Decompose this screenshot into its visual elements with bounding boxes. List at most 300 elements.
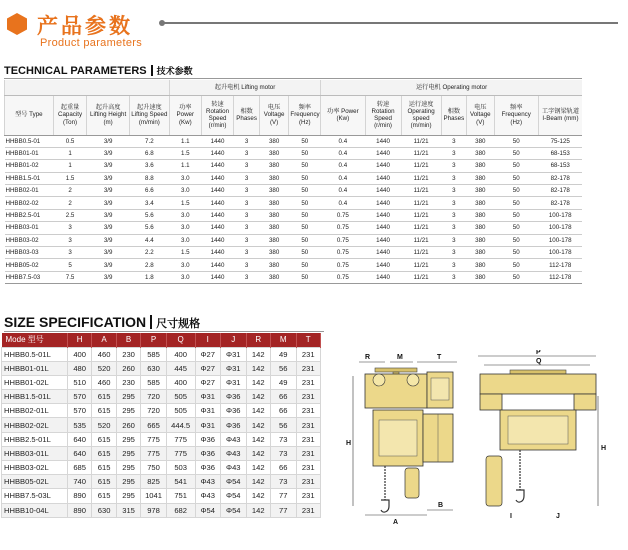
size-cell: 231 xyxy=(296,404,321,418)
size-cell: Φ43 xyxy=(195,475,221,489)
label-h-left: H xyxy=(346,440,352,447)
size-cell: Φ31 xyxy=(195,404,221,418)
technical-cell: 380 xyxy=(467,222,494,234)
technical-cell: 1.5 xyxy=(169,147,201,159)
technical-cell: 3/9 xyxy=(87,185,129,197)
size-cell: 570 xyxy=(67,390,91,404)
technical-cell: 380 xyxy=(467,172,494,184)
size-cell: 890 xyxy=(67,489,91,503)
size-row xyxy=(2,418,321,432)
technical-cell: 3/9 xyxy=(87,135,129,147)
size-cell: 630 xyxy=(141,361,167,375)
technical-cell: 50 xyxy=(494,247,538,259)
technical-cell: 3 xyxy=(441,222,466,234)
technical-cell: 1440 xyxy=(201,160,234,172)
technical-cell: 1440 xyxy=(201,247,234,259)
technical-col-header: 起重量 Capacity (Ton) xyxy=(53,95,87,135)
technical-cell: 5.6 xyxy=(129,209,169,221)
technical-cell: 3 xyxy=(441,259,466,271)
technical-cell: 1440 xyxy=(201,259,234,271)
size-cell: 231 xyxy=(296,432,321,446)
size-cell: Φ43 xyxy=(221,446,247,460)
size-cell: 460 xyxy=(92,375,116,389)
label-i: I xyxy=(510,513,512,520)
size-row xyxy=(2,461,321,475)
technical-row xyxy=(5,222,583,234)
technical-cell: 1440 xyxy=(365,197,401,209)
technical-cell: 1 xyxy=(53,160,87,172)
technical-cell: 3/9 xyxy=(87,222,129,234)
size-cell: 77 xyxy=(270,489,296,503)
technical-cell: 11/21 xyxy=(401,135,441,147)
technical-cell: 3 xyxy=(234,209,259,221)
header-divider xyxy=(163,22,618,24)
technical-cell: 3 xyxy=(441,185,466,197)
technical-model-cell: HHBB02-01 xyxy=(5,185,54,197)
size-cell: 142 xyxy=(246,375,270,389)
label-h-right: H xyxy=(601,445,607,452)
size-cell: Φ54 xyxy=(195,503,221,517)
size-cell: Φ54 xyxy=(221,489,247,503)
technical-cell: 0.75 xyxy=(321,209,365,221)
size-cell: 49 xyxy=(270,375,296,389)
technical-model-cell: HHBB03-02 xyxy=(5,234,54,246)
size-cell: 615 xyxy=(92,461,116,475)
size-cell: 142 xyxy=(246,361,270,375)
technical-col-header: 电压 Voltage (V) xyxy=(467,95,494,135)
technical-rule xyxy=(4,78,582,79)
size-row xyxy=(2,446,321,460)
size-cell: 142 xyxy=(246,461,270,475)
group-blank xyxy=(5,80,170,95)
technical-cell: 380 xyxy=(467,197,494,209)
size-cell: 585 xyxy=(141,347,167,361)
size-row xyxy=(2,489,321,503)
technical-cell: 1440 xyxy=(201,147,234,159)
size-cell: 77 xyxy=(270,503,296,517)
size-cell: 444.5 xyxy=(166,418,195,432)
technical-cell: 3.0 xyxy=(169,234,201,246)
technical-cell: 3 xyxy=(441,271,466,283)
technical-cell: 82-178 xyxy=(538,172,582,184)
size-cell: 400 xyxy=(67,347,91,361)
technical-cell: 50 xyxy=(494,234,538,246)
technical-cell: 380 xyxy=(259,197,289,209)
technical-cell: 3 xyxy=(234,185,259,197)
size-cell: 231 xyxy=(296,489,321,503)
size-model-cell: HHBB1.5-01L xyxy=(2,390,68,404)
size-cell: 682 xyxy=(166,503,195,517)
size-cell: 295 xyxy=(116,446,140,460)
technical-cell: 0.4 xyxy=(321,197,365,209)
technical-cell: 50 xyxy=(494,197,538,209)
technical-cell: 50 xyxy=(289,209,321,221)
technical-cell: 3 xyxy=(234,271,259,283)
technical-cell: 68-153 xyxy=(538,147,582,159)
size-cell: 56 xyxy=(270,418,296,432)
technical-cell: 3/9 xyxy=(87,259,129,271)
label-j: J xyxy=(556,513,560,520)
size-cell: 400 xyxy=(166,375,195,389)
size-col-header: P xyxy=(141,333,167,347)
technical-cell: 82-178 xyxy=(538,185,582,197)
size-model-cell: HHBB2.5-01L xyxy=(2,432,68,446)
technical-row xyxy=(5,197,583,209)
technical-col-header: 相数 Phases xyxy=(441,95,466,135)
hexagon-icon xyxy=(7,13,27,35)
technical-cell: 3.0 xyxy=(169,172,201,184)
technical-cell: 380 xyxy=(259,185,289,197)
technical-cell: 0.4 xyxy=(321,172,365,184)
technical-col-header: 频率 Frequency (Hz) xyxy=(494,95,538,135)
technical-cell: 11/21 xyxy=(401,259,441,271)
size-cell: 400 xyxy=(166,347,195,361)
size-cell: Φ36 xyxy=(221,404,247,418)
size-row xyxy=(2,347,321,361)
size-cell: 66 xyxy=(270,404,296,418)
size-cell: 260 xyxy=(116,418,140,432)
size-col-header: T xyxy=(296,333,321,347)
technical-cell: 3 xyxy=(234,222,259,234)
size-model-cell: HHBB01-01L xyxy=(2,361,68,375)
technical-cell: 112-178 xyxy=(538,271,582,283)
size-row xyxy=(2,404,321,418)
size-cell: 230 xyxy=(116,347,140,361)
technical-cell: 2 xyxy=(53,185,87,197)
technical-cell: 1440 xyxy=(365,271,401,283)
technical-cell: 50 xyxy=(494,135,538,147)
technical-cell: 3 xyxy=(234,259,259,271)
technical-cell: 380 xyxy=(259,135,289,147)
size-cell: 231 xyxy=(296,418,321,432)
technical-model-cell: HHBB01-01 xyxy=(5,147,54,159)
group-lifting-motor: 起升电机 Lifting motor xyxy=(169,80,320,95)
technical-cell: 11/21 xyxy=(401,172,441,184)
technical-cell: 50 xyxy=(289,147,321,159)
technical-row xyxy=(5,247,583,259)
size-cell: 480 xyxy=(67,361,91,375)
technical-model-cell: HHBB01-02 xyxy=(5,160,54,172)
size-row xyxy=(2,375,321,389)
size-cell: 49 xyxy=(270,347,296,361)
size-cell: Φ31 xyxy=(221,375,247,389)
technical-model-cell: HHBB0.5-01 xyxy=(5,135,54,147)
technical-cell: 5 xyxy=(53,259,87,271)
technical-row xyxy=(5,209,583,221)
technical-cell: 380 xyxy=(467,135,494,147)
technical-cell: 82-178 xyxy=(538,197,582,209)
size-cell: 541 xyxy=(166,475,195,489)
size-model-cell: HHBB02-02L xyxy=(2,418,68,432)
technical-cell: 1.8 xyxy=(129,271,169,283)
size-cell: Φ36 xyxy=(195,432,221,446)
technical-cell: 1.5 xyxy=(169,197,201,209)
technical-table xyxy=(4,80,582,284)
technical-cell: 380 xyxy=(467,209,494,221)
technical-cell: 3.0 xyxy=(169,185,201,197)
technical-cell: 50 xyxy=(289,247,321,259)
size-cell: 1041 xyxy=(141,489,167,503)
page-subtitle: Product parameters xyxy=(40,37,142,49)
technical-cell: 1440 xyxy=(365,222,401,234)
technical-cell: 3/9 xyxy=(87,147,129,159)
label-t: T xyxy=(437,354,442,361)
size-cell: Φ36 xyxy=(195,461,221,475)
size-cell: 142 xyxy=(246,489,270,503)
technical-cell: 1.1 xyxy=(169,160,201,172)
technical-cell: 11/21 xyxy=(401,271,441,283)
size-model-cell: HHBB03-02L xyxy=(2,461,68,475)
size-cell: 231 xyxy=(296,446,321,460)
technical-cell: 6.8 xyxy=(129,147,169,159)
hoist-front-view-drawing xyxy=(470,350,610,530)
size-cell: 775 xyxy=(166,446,195,460)
technical-cell: 380 xyxy=(259,172,289,184)
technical-cell: 3 xyxy=(234,147,259,159)
technical-cell: 1440 xyxy=(201,197,234,209)
technical-cell: 3 xyxy=(234,135,259,147)
label-q: Q xyxy=(536,358,542,365)
technical-cell: 380 xyxy=(259,147,289,159)
size-col-header: J xyxy=(221,333,247,347)
technical-cell: 1.5 xyxy=(169,247,201,259)
technical-cell: 1440 xyxy=(201,271,234,283)
size-cell: 503 xyxy=(166,461,195,475)
size-cell: Φ27 xyxy=(195,347,221,361)
size-cell: 520 xyxy=(92,418,116,432)
size-cell: 751 xyxy=(166,489,195,503)
technical-cell: 6.6 xyxy=(129,185,169,197)
technical-row xyxy=(5,160,583,172)
technical-cell: 50 xyxy=(494,259,538,271)
group-operating-motor: 运行电机 Operating motor xyxy=(321,80,582,95)
size-row xyxy=(2,390,321,404)
technical-cell: 0.5 xyxy=(53,135,87,147)
size-rule xyxy=(4,331,324,332)
technical-cell: 380 xyxy=(259,247,289,259)
technical-heading-en: TECHNICAL PARAMETERS xyxy=(4,65,147,77)
size-cell: 142 xyxy=(246,347,270,361)
technical-row xyxy=(5,147,583,159)
technical-header-row xyxy=(5,95,583,135)
technical-cell: 3.0 xyxy=(169,259,201,271)
technical-cell: 3 xyxy=(441,135,466,147)
size-cell: 750 xyxy=(141,461,167,475)
size-cell: 535 xyxy=(67,418,91,432)
technical-cell: 1440 xyxy=(365,247,401,259)
size-cell: 73 xyxy=(270,475,296,489)
technical-col-header: 功率 Power (Kw) xyxy=(169,95,201,135)
size-cell: 142 xyxy=(246,418,270,432)
technical-cell: 7.5 xyxy=(53,271,87,283)
technical-cell: 0.4 xyxy=(321,135,365,147)
technical-col-header: 起升高度 Lifting Height (m) xyxy=(87,95,129,135)
technical-heading xyxy=(4,64,193,77)
technical-model-cell: HHBB03-03 xyxy=(5,247,54,259)
size-cell: 230 xyxy=(116,375,140,389)
technical-cell: 100-178 xyxy=(538,247,582,259)
size-model-cell: HHBB05-02L xyxy=(2,475,68,489)
technical-cell: 4.4 xyxy=(129,234,169,246)
technical-cell: 50 xyxy=(494,160,538,172)
technical-cell: 50 xyxy=(494,172,538,184)
technical-cell: 11/21 xyxy=(401,185,441,197)
technical-cell: 3 xyxy=(53,222,87,234)
label-p: P xyxy=(536,350,541,356)
technical-cell: 50 xyxy=(289,222,321,234)
technical-cell: 11/21 xyxy=(401,222,441,234)
technical-cell: 50 xyxy=(494,185,538,197)
technical-group-row xyxy=(5,80,583,95)
technical-cell: 1440 xyxy=(365,234,401,246)
technical-cell: 50 xyxy=(289,135,321,147)
technical-cell: 1440 xyxy=(365,209,401,221)
technical-cell: 3/9 xyxy=(87,197,129,209)
size-cell: 295 xyxy=(116,404,140,418)
size-cell: 142 xyxy=(246,446,270,460)
size-model-cell: HHBB10-04L xyxy=(2,503,68,517)
size-cell: 978 xyxy=(141,503,167,517)
technical-cell: 3/9 xyxy=(87,209,129,221)
size-cell: 142 xyxy=(246,432,270,446)
technical-cell: 3/9 xyxy=(87,160,129,172)
size-heading-en: SIZE SPECIFICATION xyxy=(4,314,147,330)
technical-body xyxy=(5,135,583,284)
size-cell: 66 xyxy=(270,390,296,404)
technical-row xyxy=(5,234,583,246)
technical-row xyxy=(5,185,583,197)
size-row xyxy=(2,475,321,489)
size-cell: 775 xyxy=(141,446,167,460)
page-header xyxy=(0,4,628,54)
size-col-header: A xyxy=(92,333,116,347)
size-cell: Φ36 xyxy=(221,390,247,404)
technical-cell: 3 xyxy=(441,209,466,221)
size-cell: 142 xyxy=(246,390,270,404)
technical-cell: 75-125 xyxy=(538,135,582,147)
size-cell: Φ31 xyxy=(195,390,221,404)
size-cell: 615 xyxy=(92,432,116,446)
technical-cell: 3 xyxy=(234,234,259,246)
technical-cell: 1440 xyxy=(365,135,401,147)
size-cell: 510 xyxy=(67,375,91,389)
technical-cell: 50 xyxy=(494,147,538,159)
technical-cell: 380 xyxy=(259,234,289,246)
size-cell: 231 xyxy=(296,475,321,489)
size-cell: Φ36 xyxy=(221,418,247,432)
technical-cell: 380 xyxy=(259,160,289,172)
technical-cell: 3 xyxy=(441,160,466,172)
size-cell: 615 xyxy=(92,446,116,460)
size-cell: 445 xyxy=(166,361,195,375)
size-model-cell: HHBB03-01L xyxy=(2,446,68,460)
technical-cell: 11/21 xyxy=(401,147,441,159)
size-cell: 640 xyxy=(67,432,91,446)
technical-cell: 0.4 xyxy=(321,160,365,172)
size-cell: 315 xyxy=(116,503,140,517)
technical-cell: 1.1 xyxy=(169,135,201,147)
technical-cell: 11/21 xyxy=(401,209,441,221)
technical-heading-cn: 技术参数 xyxy=(156,66,193,76)
technical-cell: 380 xyxy=(467,160,494,172)
technical-cell: 3 xyxy=(441,197,466,209)
technical-cell: 100-178 xyxy=(538,222,582,234)
size-cell: 56 xyxy=(270,361,296,375)
technical-col-header: 相数 Phases xyxy=(234,95,259,135)
technical-col-header: 运行速度 Operating speed (m/min) xyxy=(401,95,441,135)
technical-cell: 3 xyxy=(53,234,87,246)
technical-cell: 1440 xyxy=(201,209,234,221)
technical-cell: 112-178 xyxy=(538,259,582,271)
size-cell: 73 xyxy=(270,446,296,460)
size-cell: 720 xyxy=(141,390,167,404)
technical-cell: 50 xyxy=(289,259,321,271)
technical-cell: 3 xyxy=(441,234,466,246)
size-cell: Φ54 xyxy=(221,503,247,517)
technical-cell: 3 xyxy=(53,247,87,259)
size-cell: 615 xyxy=(92,489,116,503)
size-cell: 520 xyxy=(92,361,116,375)
technical-col-header: 功率 Power (Kw) xyxy=(321,95,365,135)
size-col-header: Q xyxy=(166,333,195,347)
technical-cell: 100-178 xyxy=(538,209,582,221)
size-cell: 615 xyxy=(92,475,116,489)
size-cell: Φ31 xyxy=(221,361,247,375)
heading-separator xyxy=(151,65,153,76)
technical-cell: 2 xyxy=(53,197,87,209)
technical-cell: 1440 xyxy=(201,234,234,246)
size-cell: 142 xyxy=(246,404,270,418)
size-col-header: M xyxy=(270,333,296,347)
technical-cell: 3.6 xyxy=(129,160,169,172)
technical-cell: 50 xyxy=(289,271,321,283)
technical-cell: 68-153 xyxy=(538,160,582,172)
size-header-row xyxy=(2,333,321,347)
size-col-header: I xyxy=(195,333,221,347)
size-cell: 231 xyxy=(296,503,321,517)
technical-cell: 380 xyxy=(467,271,494,283)
size-cell: 295 xyxy=(116,489,140,503)
hoist-side-view-drawing xyxy=(345,350,470,530)
size-col-header: B xyxy=(116,333,140,347)
technical-cell: 1440 xyxy=(365,259,401,271)
size-cell: 231 xyxy=(296,347,321,361)
technical-cell: 2.5 xyxy=(53,209,87,221)
label-a: A xyxy=(393,519,399,526)
size-cell: Φ54 xyxy=(221,475,247,489)
size-cell: 720 xyxy=(141,404,167,418)
technical-model-cell: HHBB7.5-03 xyxy=(5,271,54,283)
technical-cell: 1440 xyxy=(201,135,234,147)
size-cell: Φ43 xyxy=(221,461,247,475)
technical-model-cell: HHBB03-01 xyxy=(5,222,54,234)
technical-cell: 50 xyxy=(289,197,321,209)
size-cell: 825 xyxy=(141,475,167,489)
size-cell: Φ36 xyxy=(195,446,221,460)
technical-cell: 1440 xyxy=(365,172,401,184)
technical-cell: 3.4 xyxy=(129,197,169,209)
technical-cell: 1440 xyxy=(365,147,401,159)
size-cell: 505 xyxy=(166,390,195,404)
technical-cell: 50 xyxy=(289,234,321,246)
size-row xyxy=(2,432,321,446)
technical-cell: 3.0 xyxy=(169,222,201,234)
size-col-header: Mode 型号 xyxy=(2,333,68,347)
technical-col-header: 电压 Voltage (V) xyxy=(259,95,289,135)
technical-cell: 7.2 xyxy=(129,135,169,147)
size-model-cell: HHBB01-02L xyxy=(2,375,68,389)
size-cell: 231 xyxy=(296,390,321,404)
